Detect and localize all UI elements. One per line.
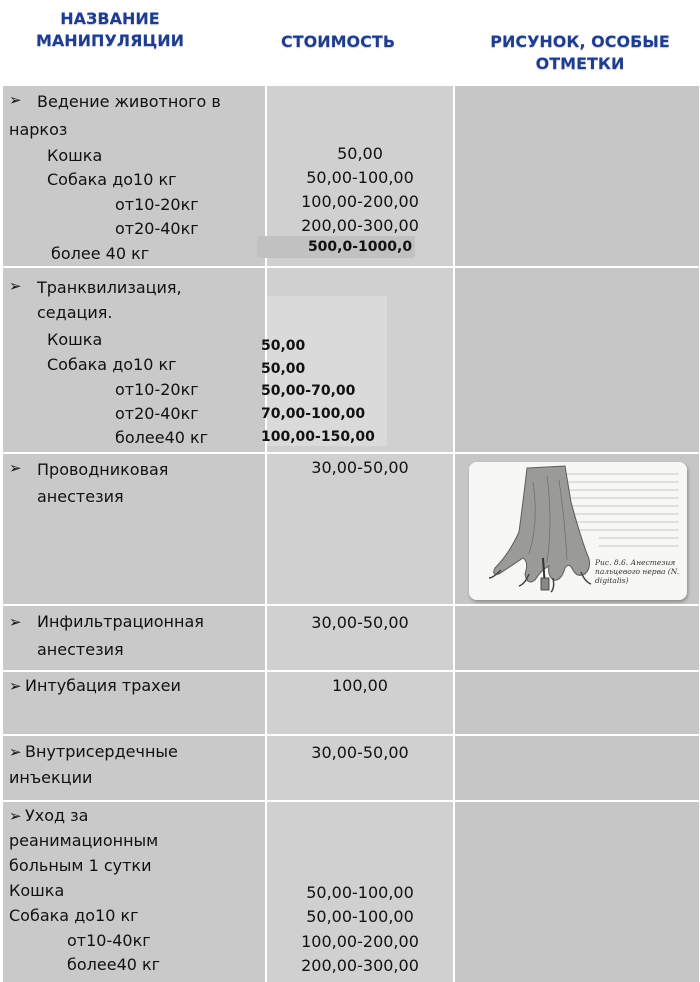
nerve-anesthesia-illustration [469, 462, 687, 600]
price-cell [261, 268, 453, 452]
bullet-arrow-icon: ➢ [9, 807, 22, 825]
table-row [3, 734, 699, 800]
notes-cell [455, 802, 699, 982]
price-value: 200,00-300,00 [301, 956, 419, 975]
header-col3-line1: РИСУНОК, ОСОБЫЕ [490, 32, 670, 51]
name-cell [3, 802, 265, 982]
bullet-arrow-icon: ➢ [9, 277, 22, 295]
name-line: от20-40кг [115, 219, 199, 238]
price-value: 500,0-1000,0 [307, 239, 413, 255]
name-line: Кошка [47, 146, 103, 165]
notes-cell [455, 736, 699, 800]
name-line: инъекции [9, 768, 93, 787]
name-line: больным 1 сутки [9, 856, 152, 875]
name-line: Уход за [25, 806, 89, 825]
name-line: Внутрисердечные [25, 742, 178, 761]
price-value: 30,00-50,00 [311, 458, 409, 477]
name-cell [3, 454, 265, 604]
price-cell [267, 606, 453, 670]
price-value: 100,00 [332, 676, 388, 695]
name-line: от10-40кг [67, 931, 151, 950]
price-value: 70,00-100,00 [261, 406, 366, 422]
name-line: Интубация трахеи [25, 676, 181, 695]
table-row [3, 800, 699, 982]
header-col1-line1: НАЗВАНИЕ [60, 9, 160, 28]
name-line: реанимационным [9, 831, 159, 850]
table-header [0, 0, 700, 84]
notes-cell [455, 86, 699, 266]
price-value: 50,00-100,00 [306, 907, 414, 926]
header-notes [460, 31, 700, 75]
price-cell [267, 802, 453, 982]
name-line: Транквилизация, [37, 278, 182, 297]
header-manipulation-name [0, 8, 220, 52]
bullet-arrow-icon: ➢ [9, 677, 22, 695]
bullet-arrow-icon: ➢ [9, 613, 22, 631]
name-line: Кошка [47, 330, 103, 349]
name-line: более 40 кг [51, 244, 150, 263]
name-cell [3, 86, 265, 266]
figure-caption: Рис. 8.6. Анестезия пальцевого нерва (N. digitalis) [595, 558, 680, 585]
notes-cell [455, 454, 699, 604]
name-line: более40 кг [67, 955, 161, 974]
name-cell [3, 268, 265, 452]
header-cost: СТОИМОСТЬ [280, 32, 396, 51]
name-cell [3, 606, 265, 670]
price-value: 50,00 [261, 338, 306, 354]
price-value: 50,00 [337, 144, 383, 163]
name-cell [3, 736, 265, 800]
price-value: 200,00-300,00 [301, 216, 419, 235]
header-col1-line2: МАНИПУЛЯЦИИ [35, 31, 185, 50]
name-line: анестезия [37, 640, 124, 659]
name-line: седация. [37, 303, 113, 322]
name-line: Собака до10 кг [47, 170, 177, 189]
table-row [3, 670, 699, 734]
table-row [3, 604, 699, 670]
name-line: более40 кг [115, 428, 209, 447]
name-line: от20-40кг [115, 404, 199, 423]
price-value: 50,00-100,00 [306, 168, 414, 187]
notes-cell [455, 672, 699, 734]
price-value: 100,00-200,00 [301, 932, 419, 951]
name-line: анестезия [37, 487, 124, 506]
notes-cell [455, 606, 699, 670]
price-value: 50,00-100,00 [306, 883, 414, 902]
price-cell [267, 672, 453, 734]
name-line: Инфильтрационная [37, 612, 204, 631]
table-row [3, 452, 699, 604]
price-value: 50,00-70,00 [261, 383, 356, 399]
price-cell [267, 454, 453, 604]
price-cell [267, 736, 453, 800]
name-line: от10-20кг [115, 380, 199, 399]
price-value: 100,00-150,00 [261, 429, 375, 445]
name-line: от10-20кг [115, 195, 199, 214]
price-value: 100,00-200,00 [301, 192, 419, 211]
name-line: Собака до10 кг [47, 355, 177, 374]
bullet-arrow-icon: ➢ [9, 91, 22, 109]
name-line: Проводниковая [37, 460, 169, 479]
table-row [3, 84, 699, 266]
notes-cell [455, 268, 699, 452]
price-value: 30,00-50,00 [311, 613, 409, 632]
table-row [3, 266, 699, 452]
bullet-arrow-icon: ➢ [9, 459, 22, 477]
price-value: 50,00 [261, 361, 306, 377]
name-line: Ведение животного в [37, 92, 221, 111]
price-value: 30,00-50,00 [311, 743, 409, 762]
header-col3-line2: ОТМЕТКИ [535, 54, 625, 73]
name-line: Кошка [9, 881, 65, 900]
bullet-arrow-icon: ➢ [9, 743, 22, 761]
name-cell [3, 672, 265, 734]
price-cell [267, 86, 453, 266]
name-line: Собака до10 кг [9, 906, 139, 925]
name-line: наркоз [9, 120, 68, 139]
